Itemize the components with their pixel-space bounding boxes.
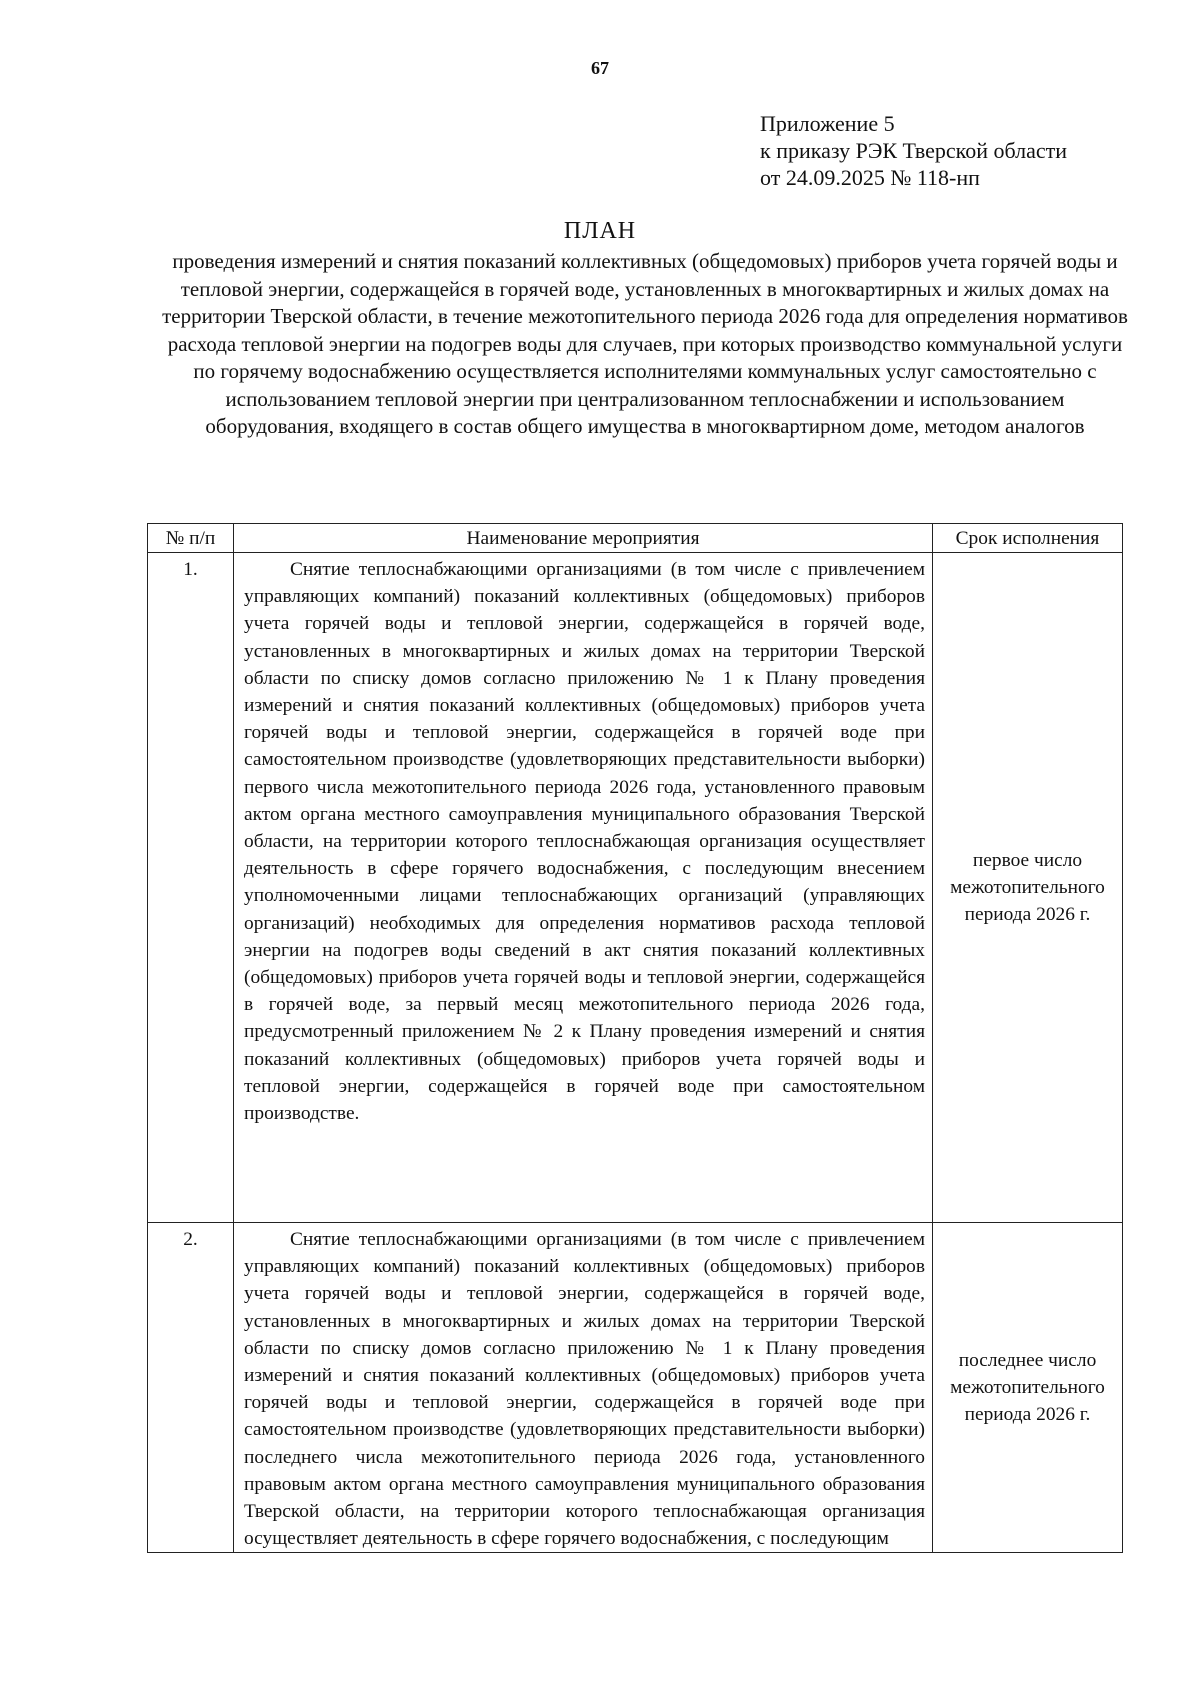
row-activity-text: Снятие теплоснабжающими организациями (в том числе с привлечением управляющих компаний) показаний коллективных (общедомовых) приборов учета горячей воды и тепловой энергии, содержащейся в горячей воде, установленных в многоквартирных и жилых домах на территории Тверской области по списку домов согласно приложению № 1 к Плану проведения измерений и снятия показаний коллективных (общедомовых) приборов учета горячей воды и тепловой энергии, содержащейся в горячей воде при самостоятельном производстве (удовлетворяющих представительности выборки) первого числа межотопительного периода 2026 года, установленного правовым актом органа местного самоуправления муниципального образования Тверской области, на территории которого теплоснабжающая организация осуществляет деятельность в сфере горячего водоснабжения, с последующим внесением уполномоченными лицами теплоснабжающих организаций (управляющих организаций) необходимых для определения нормативов расхода тепловой энергии на подогрев воды сведений в акт снятия показаний коллективных (общедомовых) приборов учета горячей воды и тепловой энергии, содержащейся в горячей воде, за первый месяц межотопительного периода 2026 года, предусмотренный приложением № 2 к Плану проведения измерений и снятия показаний коллективных (общедомовых) приборов учета горячей воды и тепловой энергии, содержащейся в горячей воде при самостоятельном производстве.	[244, 559, 925, 1125]
plan-table	[147, 523, 1123, 1553]
table-row	[148, 553, 1123, 1223]
row-deadline: последнее число межотопительного периода 2026 г.	[933, 1223, 1123, 1553]
table-header-row	[148, 524, 1123, 553]
appendix-line-1: Приложение 5	[760, 111, 895, 136]
document-title: ПЛАН	[563, 218, 637, 244]
document-subtitle: проведения измерений и снятия показаний коллективных (общедомовых) приборов учета горячей воды и тепловой энергии, содержащейся в горячей воде, установленных в многоквартирных и жилых домах на территории Тверской области, в течение межотопительного периода 2026 года для определения нормативов расхода тепловой энергии на подогрев воды для случаев, при которых производство коммунальной услуги по горячему водоснабжению осуществляется исполнителями коммунальных услуг самостоятельно с использованием тепловой энергии при централизованном теплоснабжении и использованием оборудования, входящего в состав общего имущества в многоквартирном доме, методом аналогов	[162, 249, 1128, 438]
appendix-header	[760, 110, 1067, 191]
row-activity-text: Снятие теплоснабжающими организациями (в том числе с привлечением управляющих компаний) показаний коллективных (общедомовых) приборов учета горячей воды и тепловой энергии, содержащейся в горячей воде, установленных в многоквартирных и жилых домах на территории Тверской области по списку домов согласно приложению № 1 к Плану проведения измерений и снятия показаний коллективных (общедомовых) приборов учета горячей воды и тепловой энергии, содержащейся в горячей воде при самостоятельном производстве (удовлетворяющих представительности выборки) последнего числа межотопительного периода 2026 года, установленного правовым актом органа местного самоуправления муниципального образования Тверской области, на территории которого теплоснабжающая организация осуществляет деятельность в сфере горячего водоснабжения, с последующим	[244, 1229, 925, 1550]
page-number: 67	[591, 58, 609, 78]
row-number: 2.	[148, 1223, 234, 1553]
appendix-line-3: от 24.09.2025 № 118-нп	[760, 165, 980, 190]
row-activity	[234, 553, 933, 1223]
row-number: 1.	[148, 553, 234, 1223]
row-activity	[234, 1223, 933, 1553]
row-deadline: первое число межотопительного периода 2026 г.	[933, 553, 1123, 1223]
table-row	[148, 1223, 1123, 1553]
header-name: Наименование мероприятия	[234, 524, 933, 553]
appendix-line-2: к приказу РЭК Тверской области	[760, 138, 1068, 163]
header-num: № п/п	[148, 524, 234, 553]
header-term: Срок исполнения	[933, 524, 1123, 553]
